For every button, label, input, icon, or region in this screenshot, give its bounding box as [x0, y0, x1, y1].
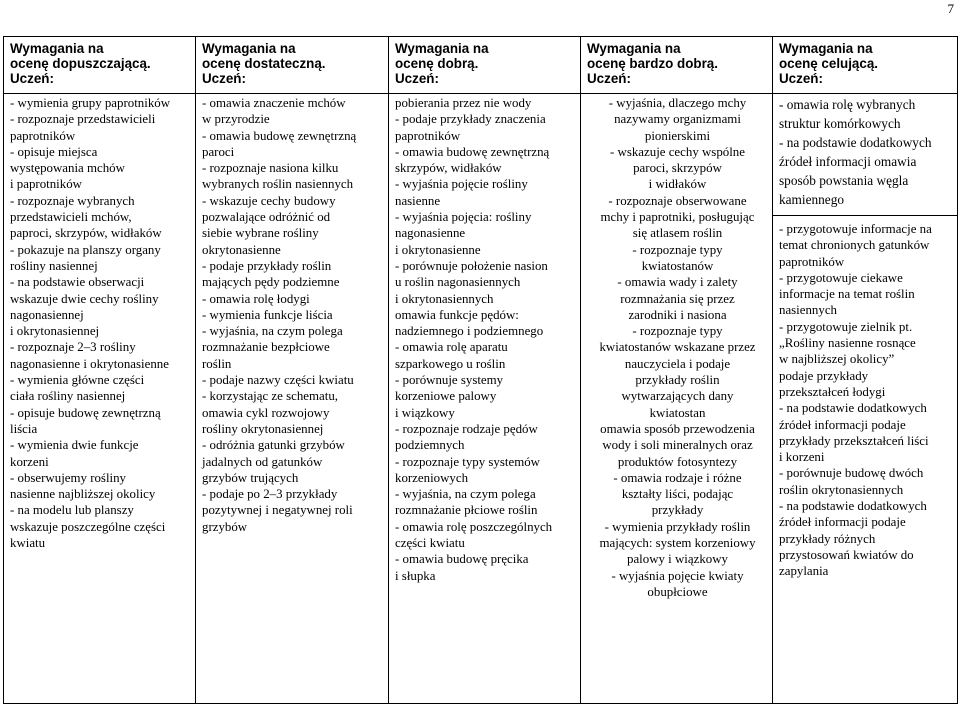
requirement-item: - omawia budowę zewnętrzną paroci	[202, 128, 357, 159]
requirement-item: - na podstawie dodatkowych	[779, 135, 932, 150]
requirement-item: - odróżnia gatunki grzybów jadalnych od gatunków grzybów trujących	[202, 438, 345, 485]
header-line: Uczeń:	[202, 71, 246, 86]
column-celujaca	[773, 94, 958, 704]
requirement-item: - omawia budowę pręcika i słupka	[395, 552, 529, 583]
requirement-item: - wyjaśnia, dlaczego mchy nazywamy organizmami pionierskimi	[608, 96, 747, 143]
column-dobra	[389, 94, 581, 704]
requirement-item: - na podstawie dodatkowych źródeł informacji podaje przykłady różnych przystosowań kwiatów do zapylania	[779, 499, 927, 579]
requirement-item: - wymienia dwie funkcje korzeni	[10, 438, 139, 469]
requirement-item: - wymienia grupy paprotników	[10, 96, 171, 110]
requirement-item: - wymienia główne części ciała rośliny nasiennej	[10, 373, 145, 404]
header-line: ocenę dopuszczającą.	[10, 56, 151, 71]
header-line: Uczeń:	[395, 71, 439, 86]
requirement-item: - rozpoznaje typy kwiatostanów wskazane przez nauczyciela i podaje przykłady roślin wytwarzających dany kwiatostan	[599, 324, 756, 420]
header-line: Uczeń:	[587, 71, 631, 86]
requirement-item: - opisuje budowę zewnętrzną liścia	[10, 405, 161, 436]
requirement-item: - omawia wady i zalety rozmnażania się przez zarodniki i nasiona	[617, 275, 738, 322]
requirement-item: - omawia rolę wybranych struktur komórkowych	[779, 97, 916, 131]
requirement-item: - opisuje miejsca występowania mchów i paprotników	[10, 144, 125, 192]
requirement-item: - porównuje systemy korzeniowe palowy i wiązkowy	[395, 373, 504, 420]
requirement-item: - rozpoznaje 2–3 rośliny nagonasienne i okrytonasienne	[10, 340, 169, 371]
requirement-item: - wskazuje cechy budowy pozwalające odróżnić od siebie wybrane rośliny okrytonasienne	[202, 193, 336, 257]
requirement-item: - przygotowuje ciekawe informacje na temat roślin nasiennych	[779, 270, 915, 318]
requirement-item: - na podstawie obserwacji wskazuje dwie cechy rośliny nagonasiennej i okrytonasiennej	[10, 275, 159, 339]
requirement-item: omawia sposób przewodzenia wody i soli mineralnych oraz produktów fotosyntezy	[600, 421, 755, 469]
requirement-item: - przygotowuje zielnik pt. „Rośliny nasienne rosnące w najbliższej okolicy” podaje przykłady przekształceń łodygi	[779, 319, 916, 399]
header-bardzo-dobra	[581, 37, 773, 94]
requirement-item: - wyjaśnia pojęcia: rośliny nagonasienne i okrytonasienne	[395, 210, 532, 257]
requirement-list	[773, 220, 957, 580]
requirement-list	[4, 94, 195, 551]
requirement-item: - wyjaśnia, na czym polega rozmnażanie bezpłciowe roślin	[202, 324, 343, 371]
requirement-item: - przygotowuje informacje na temat chronionych gatunków paprotników	[779, 222, 932, 269]
requirement-item: - podaje nazwy części kwiatu	[202, 373, 354, 388]
requirements-table	[3, 36, 958, 704]
requirement-item: - na podstawie dodatkowych źródeł informacji podaje przykłady przekształceń liści i korzeni	[779, 401, 929, 465]
requirement-item: - rozpoznaje przedstawicieli paprotników	[10, 112, 156, 143]
header-line: Uczeń:	[779, 71, 823, 86]
column-bardzo-dobra	[581, 94, 773, 704]
requirement-item: - wskazuje cechy wspólne paroci, skrzypów i widłaków	[610, 144, 745, 192]
requirement-item: - korzystając ze schematu, omawia cykl rozwojowy rośliny okrytonasiennej	[202, 389, 338, 436]
requirement-item: źródeł informacji omawia sposób powstania węgla kamiennego	[779, 154, 917, 207]
requirement-item: - wyjaśnia, na czym polega rozmnażanie płciowe roślin	[395, 487, 538, 518]
requirement-item: - podaje po 2–3 przykłady pozytywnej i negatywnej roli grzybów	[202, 487, 353, 534]
header-line: Wymagania na	[395, 41, 489, 56]
requirement-item: - omawia budowę zewnętrzną skrzypów, widłaków	[395, 144, 550, 176]
column-dostateczna	[196, 94, 389, 704]
requirement-item: - omawia rolę aparatu szparkowego u roślin	[395, 340, 508, 371]
requirement-item: - rozpoznaje wybranych przedstawicieli mchów, paproci, skrzypów, widłaków	[10, 193, 162, 241]
header-line: Uczeń:	[10, 71, 54, 86]
requirement-item: - omawia rodzaje i różne kształty liści, podając przykłady	[613, 470, 742, 518]
requirement-list	[389, 94, 580, 584]
requirement-item: - podaje przykłady roślin mających pędy podziemne	[202, 258, 340, 290]
header-celujaca	[773, 37, 958, 94]
requirement-item: - obserwujemy rośliny nasienne najbliższej okolicy	[10, 470, 156, 502]
content-row	[4, 94, 958, 704]
requirement-item: - rozpoznaje typy systemów korzeniowych	[395, 454, 540, 485]
requirement-item: - pokazuje na planszy organy rośliny nasiennej	[10, 242, 161, 273]
header-dostateczna	[196, 37, 389, 94]
requirement-item: - podaje przykłady znaczenia paprotników	[395, 112, 546, 143]
requirement-list	[773, 94, 957, 209]
requirement-item: - wyjaśnia pojęcie rośliny nasienne	[395, 177, 528, 208]
divider	[773, 215, 957, 216]
requirement-item: - wyjaśnia pojęcie kwiaty obupłciowe	[611, 568, 744, 599]
requirement-item: - porównuje budowę dwóch roślin okrytonasiennych	[779, 466, 924, 497]
header-dopuszczajaca	[4, 37, 196, 94]
header-line: ocenę dostateczną.	[202, 56, 326, 71]
requirement-item: - wymienia przykłady roślin mających: system korzeniowy palowy i wiązkowy	[599, 519, 756, 567]
header-line: Wymagania na	[587, 41, 681, 56]
requirement-item: - omawia rolę poszczególnych części kwiatu	[395, 519, 553, 551]
requirement-item: - rozpoznaje nasiona kilku wybranych roślin nasiennych	[202, 161, 354, 192]
page-number: 7	[947, 1, 954, 16]
requirement-item: - omawia rolę łodygi	[202, 291, 310, 306]
requirement-item: - wymienia funkcje liścia	[202, 307, 333, 322]
header-line: Wymagania na	[779, 41, 873, 56]
header-line: Wymagania na	[10, 41, 104, 56]
requirement-item: - porównuje położenie nasion u roślin nagonasiennych i okrytonasiennych	[395, 258, 548, 306]
requirement-item: - na modelu lub planszy wskazuje poszczególne części kwiatu	[10, 503, 166, 551]
requirement-item: - rozpoznaje typy kwiatostanów	[632, 242, 723, 273]
header-line: ocenę bardzo dobrą.	[587, 56, 718, 71]
header-row	[4, 37, 958, 94]
requirement-item: - rozpoznaje obserwowane mchy i paprotniki, posługując się atlasem roślin	[600, 193, 755, 241]
column-dopuszczajaca	[4, 94, 196, 704]
header-line: ocenę dobrą.	[395, 56, 479, 71]
header-dobra	[389, 37, 581, 94]
requirement-list	[196, 94, 388, 535]
requirement-item: pobierania przez nie wody	[395, 96, 532, 110]
requirement-list	[581, 94, 772, 600]
header-line: Wymagania na	[202, 41, 296, 56]
requirement-item: - rozpoznaje rodzaje pędów podziemnych	[395, 421, 538, 453]
header-line: ocenę celującą.	[779, 56, 878, 71]
requirement-item: omawia funkcje pędów: nadziemnego i podziemnego	[395, 307, 544, 339]
requirement-item: - omawia znaczenie mchów w przyrodzie	[202, 96, 346, 127]
